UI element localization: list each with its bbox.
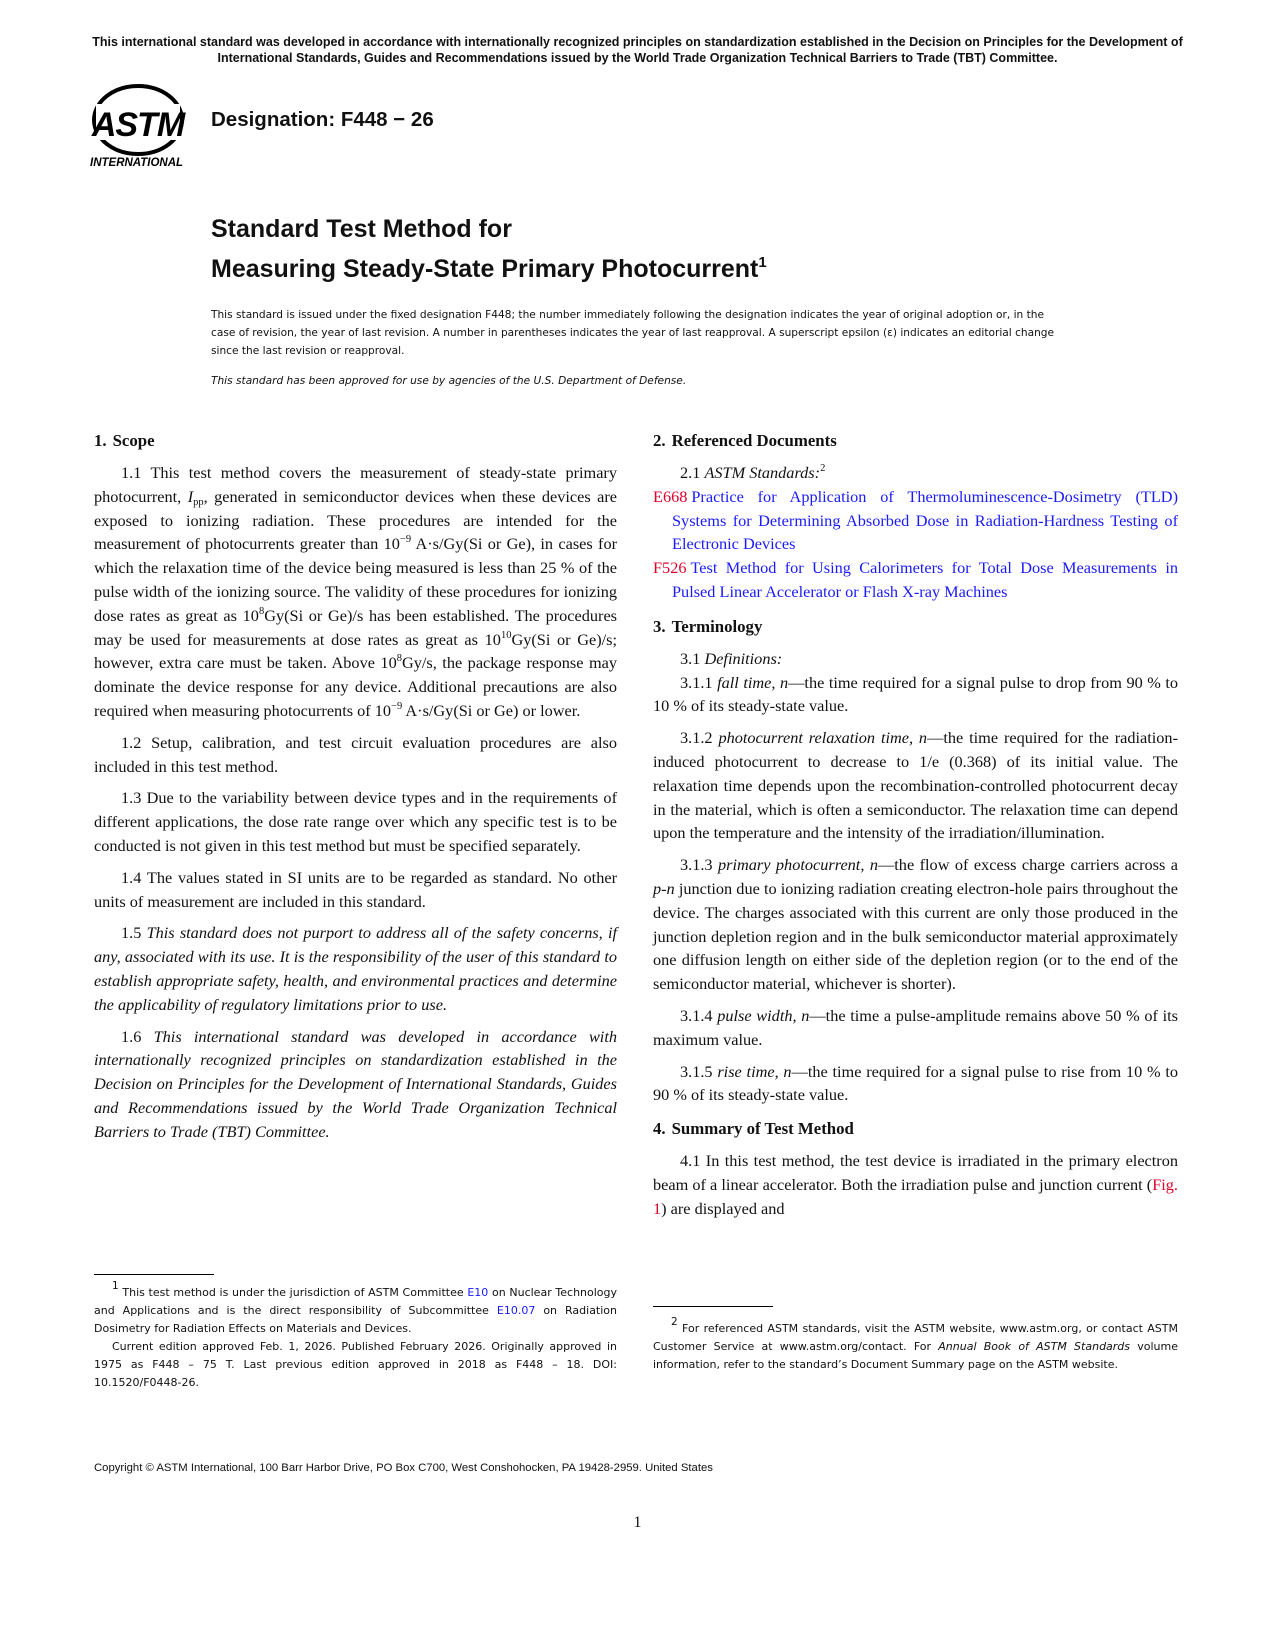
left-column <box>94 430 617 1152</box>
title-line-1: Standard Test Method for <box>211 215 512 243</box>
committee-e10-link[interactable]: E10 <box>467 1286 489 1299</box>
section-heading-referenced: 2. Referenced Documents <box>653 431 837 450</box>
reference-e668[interactable]: E668 Practice for Application of Thermoluminescence-Dosimetry (TLD) Systems for Determining Absorbed Dose in Radiation-Hardness Testing of Electronic Devices <box>653 486 1178 554</box>
astm-logo <box>90 82 194 174</box>
right-column <box>653 430 1178 1229</box>
section-heading-summary: 4. Summary of Test Method <box>653 1119 854 1139</box>
paragraph-1-3: 1.3 Due to the variability between device types and in the requirements of different applications, the dose rate range over which any specific test is to be conducted is not given in this test method but must be specified separately. <box>94 788 617 855</box>
paragraph-4-1: 4.1 In this test method, the test device is irradiated in the primary electron beam of a linear accelerator. Both the irradiation pulse and junction current (Fig. 1) are displayed and <box>653 1151 1179 1218</box>
definition-fall-time: 3.1.1 fall time, n—the time required for a signal pulse to drop from 90 % to 10 % of its steady-state value. <box>653 672 1179 716</box>
paragraph-1-4: 1.4 The values stated in SI units are to be regarded as standard. No other units of measurement are included in this standard. <box>94 867 617 911</box>
figure-1-link[interactable]: Fig. 1 <box>653 1174 1178 1218</box>
definition-pulse-width: 3.1.4 pulse width, n—the time a pulse-amplitude remains above 50 % of its maximum value. <box>653 1005 1178 1049</box>
title-footnote-mark: 1 <box>758 254 767 271</box>
paragraph-2-1: 2.1 ASTM Standards:$^2$ <box>680 463 826 482</box>
section-heading-terminology: 3. Terminology <box>653 616 763 636</box>
paragraph-1-5: 1.5 This standard does not purport to address all of the safety concerns, if any, associated with its use. It is the responsibility of the user of this standard to establish appropriate safety, health, and environmental practices and determine the applicability of regulatory limitations prior to use. <box>94 923 617 1014</box>
footnote-1-text: $^1$ This test method is under the jurisdiction of ASTM Committee E10 on Nuclear Technology and Applications and is the direct responsibility of Subcommittee E10.07 on Radiation Dosimetry for Radiation Effects on Materials and Devices. <box>94 1280 618 1335</box>
preamble <box>211 306 1056 390</box>
footnote-2-text: $^2$ For referenced ASTM standards, visit the ASTM website, www.astm.org, or contact ASTM Customer Service at www.astm.org/contact. For Annual Book of ASTM Standards volume information, refer to the standard’s Document Summary page on the ASTM website. <box>653 1316 1179 1371</box>
reference-f526[interactable]: F526 Test Method for Using Calorimeters for Total Dose Measurements in Pulsed Linear Accelerator or Flash X-ray Machines <box>653 558 1178 601</box>
document-title <box>211 213 767 286</box>
copyright-line: Copyright © ASTM International, 100 Barr Harbor Drive, PO Box C700, West Conshohocken, PA 19428-2959. United States <box>94 1462 713 1474</box>
logo-letters: ASTM <box>91 106 185 144</box>
logo-label: INTERNATIONAL <box>90 157 184 169</box>
footnote-1 <box>94 1280 618 1392</box>
paragraph-1-6: 1.6 This international standard was developed in accordance with internationally recognized principles on standardization established in the Decision on Principles for the Development of International Standards, Guides and Recommendations issued by the World Trade Organization Technical Barriers to Trade (TBT) Committee. <box>94 1026 617 1141</box>
paragraph-3-1: 3.1 Definitions: <box>680 648 783 668</box>
header-notice: This international standard was developed in accordance with internationally recognized principles on standardization established in the Decision on Principles for the Development of International Standards, Guides and Recommendations issued by the World Trade Organization Technical Barriers to Trade (TBT) Committee. <box>92 35 1183 65</box>
definition-primary-photocurrent: 3.1.3 primary photocurrent, n—the flow of excess charge carriers across a p-n junction due to ionizing radiation creating electron-hole pairs throughout the device. The charges associated with this current are only those produced in the junction depletion region and in the bulk semiconductor material approximately one diffusion length on either side of the depletion region (or to the end of the semiconductor material, whichever is shorter). <box>653 855 1178 994</box>
paragraph-1-2: 1.2 Setup, calibration, and test circuit evaluation procedures are also included in this test method. <box>94 732 617 776</box>
dod-note: This standard has been approved for use by agencies of the U.S. Department of Defense. <box>211 375 687 387</box>
footnote-rule-right <box>653 1306 773 1307</box>
footnote-rule-left <box>94 1274 214 1275</box>
designation: Designation: F448 − 26 <box>211 108 434 131</box>
definition-rise-time: 3.1.5 rise time, n—the time required for a signal pulse to rise from 10 % to 90 % of its steady-state value. <box>653 1061 1178 1105</box>
subcommittee-e10-07-link[interactable]: E10.07 <box>496 1304 536 1317</box>
title-line-2: Measuring Steady-State Primary Photocurrent$^1$ <box>211 254 767 283</box>
definition-relaxation-time: 3.1.2 photocurrent relaxation time, n—the time required for the radiation-induced photocurrent to decrease to 1/e (0.368) of its initial value. The relaxation time depends upon the recombination-controlled photocurrent decay in the material, which is often a semiconductor. The relaxation time can depend upon the temperature and the intensity of the irradiation/illumination. <box>653 728 1178 843</box>
section-heading-scope: 1. Scope <box>94 431 155 450</box>
footnote-1-edition: Current edition approved Feb. 1, 2026. Published February 2026. Originally approved in 1975 as F448 – 75 T. Last previous edition approved in 2018 as F448 – 18. DOI: 10.1520/F0448-26. <box>94 1340 617 1389</box>
paragraph-1-1: 1.1 This test method covers the measurement of steady-state primary photocurrent, $I_{pp}$, generated in semiconductor devices when these devices are exposed to ionizing radiation. These procedures are intended for the measurement of photocurrents greater than $10^{-9}$ A·s/Gy(Si or Ge), in cases for which the relaxation time of the device being measured is less than 25 % of the pulse width of the ionizing source. The validity of these procedures for ionizing dose rates as great as $10^8Gy(Si$ or Ge)/s has been established. The procedures may be used for measurements at dose rates as great as $10^{10}Gy(Si$ or Ge)/s; however, extra care must be taken. Above $10^8Gy/s$, the package response may dominate the device response for any device. Additional precautions are also required when measuring photocurrents of $10^{-9}$ A·s/Gy(Si or Ge) or lower. <box>94 463 618 720</box>
footnote-2 <box>653 1316 1179 1374</box>
page-number: 1 <box>633 1514 642 1531</box>
preamble-text: This standard is issued under the fixed designation F448; the number immediately following the designation indicates the year of original adoption or, in the case of revision, the year of last revision. A number in parentheses indicates the year of last reapproval. A superscript epsilon (ε) indicates an editorial change since the last revision or reapproval. <box>211 309 1055 357</box>
